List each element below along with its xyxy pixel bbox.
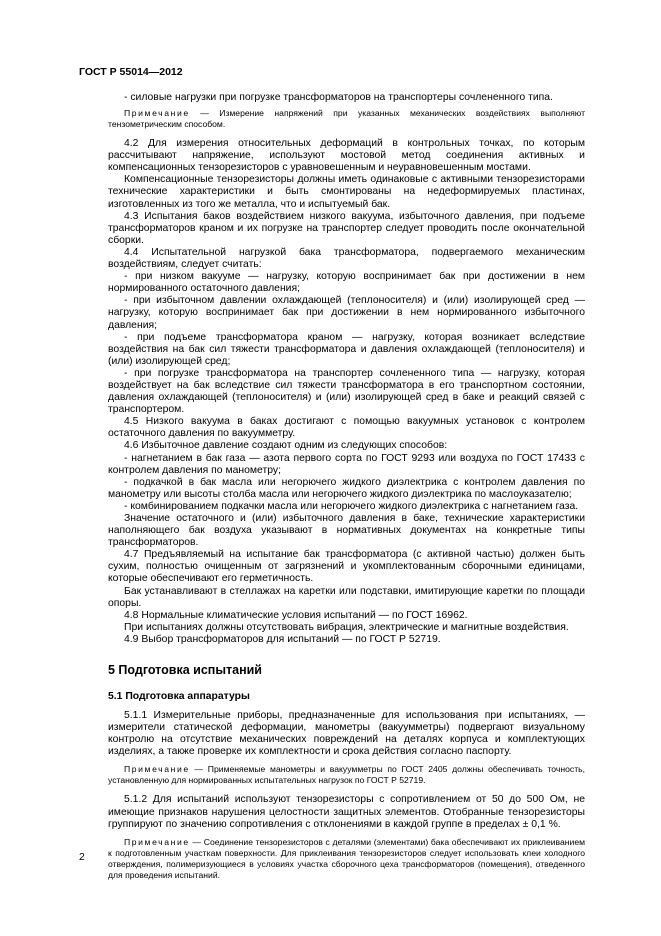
document-header: ГОСТ Р 55014—2012 <box>79 66 183 78</box>
document-body <box>108 92 585 881</box>
paragraph: 5.1.2 Для испытаний используют тензорезисторы с сопротивлением от 50 до 500 Ом, не имеющие признаков нарушения целостности защитных элементов. Отобранные тензорезисторы группируют по значению сопротивления с отклонениями в каждой группе в пределах ± 0,1 %. <box>108 794 585 830</box>
section-title: 5 Подготовка испытаний <box>108 663 262 678</box>
list-item: - нагнетанием в бак газа — азота первого сорта по ГОСТ 9293 или воздуха по ГОСТ 17433 с контролем давления по манометру; <box>108 452 585 476</box>
paragraph: 4.8 Нормальные климатические условия испытаний — по ГОСТ 16962. <box>124 609 468 621</box>
note <box>108 837 585 881</box>
paragraph: 4.2 Для измерения относительных деформаций в контрольных точках, по которым рассчитывают напряжение, используют мостовой метод соединения активных и компенсационных тензорезисторов с уравновешенным и неуравновешенным мостами. <box>108 138 585 174</box>
paragraph: 4.4 Испытательной нагрузкой бака трансформатора, подвергаемого механическим воздействиям, следует считать: <box>108 246 585 271</box>
note-label: Примечание <box>124 108 190 119</box>
subsection-title: 5.1 Подготовка аппаратуры <box>108 691 250 703</box>
paragraph: Компенсационные тензорезисторы должны иметь одинаковые с активными тензорезисторами технические характеристики и быть смонтированы на недеформируемых пластинах, изготовленных из того же металла, что и испытуемый бак. <box>108 174 585 210</box>
note-text: — Измерение напряжений при указанных механических воздействиях выполняют тензометрическим способом. <box>108 108 586 130</box>
paragraph: 4.5 Низкого вакуума в баках достигают с помощью вакуумных установок с контролем остаточного давления по вакуумметру. <box>108 416 585 440</box>
note <box>108 764 585 786</box>
paragraph: 4.6 Избыточное давление создают одним из следующих способов: <box>124 440 448 452</box>
note <box>108 108 585 130</box>
note-label: Примечание <box>124 836 190 847</box>
list-item: - при избыточном давлении охлаждающей (теплоносителя) и (или) изолирующей сред — нагрузку, которую воспринимает бак при достижении в нем нормированного избыточного давления; <box>108 295 585 331</box>
note-text: — Соединение тензорезисторов с деталями (элементами) бака обеспечивают их приклеиванием к подготовленным участкам поверхности. Для приклеивания тензорезисторов следует использовать клеи холодного отверждения, полимеризующиеся в условиях участка сборочного цеха трансформаторов (помещения), отведенного для проведения испытаний. <box>108 836 586 880</box>
paragraph: 4.3 Испытания баков воздействием низкого вакуума, избыточного давления, при подъеме трансформаторов краном и их погрузке на транспортер следует проводить после окончательной сборки. <box>108 210 585 246</box>
list-item: - при низком вакууме — нагрузку, которую воспринимает бак при достижении в нем нормированного остаточного давления; <box>108 271 585 295</box>
paragraph: Бак устанавливают в стеллажах на каретки или подставки, имитирующие каретки по площади опоры. <box>108 585 585 609</box>
list-item: - при подъеме трансформатора краном — нагрузку, которая возникает вследствие воздействия на бак сил тяжести трансформатора и давления охлаждающей (теплоносителя) и (или) изолирующей сред; <box>108 331 585 367</box>
note-text: — Применяемые манометры и вакуумметры по ГОСТ 2405 должны обеспечивать точность, установленную для нормированных испытательных нагрузок по ГОСТ Р 52719. <box>108 764 585 786</box>
paragraph: 4.9 Выбор трансформаторов для испытаний — по ГОСТ Р 52719. <box>124 633 441 645</box>
list-item: - подкачкой в бак масла или негорючего жидкого диэлектрика с контролем давления по манометру или высоты столба масла или негорючего жидкого диэлектрика по маслоуказателю; <box>108 476 585 500</box>
paragraph: При испытаниях должны отсутствовать вибрация, электрические и магнитные воздействия. <box>124 621 569 633</box>
list-item: - при погрузке трансформатора на транспортер сочлененного типа — нагрузку, которая воздействует на бак вследствие сил тяжести трансформатора в его транспортном состоянии, давления охлаждающей (теплоносителя) и (или) изолирующей сред в баке и реакций связей с транспортером. <box>108 367 585 416</box>
paragraph: 5.1.1 Измерительные приборы, предназначенные для использования при испытаниях, — измерители статической деформации, манометры (вакуумметры) подвергают визуальному контролю на отсутствие механических повреждений на деталях корпуса и комплектующих изделиях, а также проверке их комплектности и срока действия согласно паспорту. <box>108 710 585 758</box>
note-label: Примечание <box>124 764 190 775</box>
page-number: 2 <box>79 852 85 863</box>
list-item: - комбинированием подкачки масла или негорючего жидкого диэлектрика с нагнетанием газа. <box>124 500 579 512</box>
paragraph: Значение остаточного и (или) избыточного давления в баке, технические характеристики наполняющего бак воздуха указывают в нормативных документах на конкретные типы трансформаторов. <box>108 513 585 549</box>
paragraph: - силовые нагрузки при погрузке трансформаторов на транспортеры сочлененного типа. <box>124 92 553 103</box>
paragraph: 4.7 Предъявляемый на испытание бак трансформатора (с активной частью) должен быть сухим, полностью очищенным от загрязнений и укомплектованным сборочными единицами, которые обеспечивают его герметичность. <box>108 549 585 585</box>
